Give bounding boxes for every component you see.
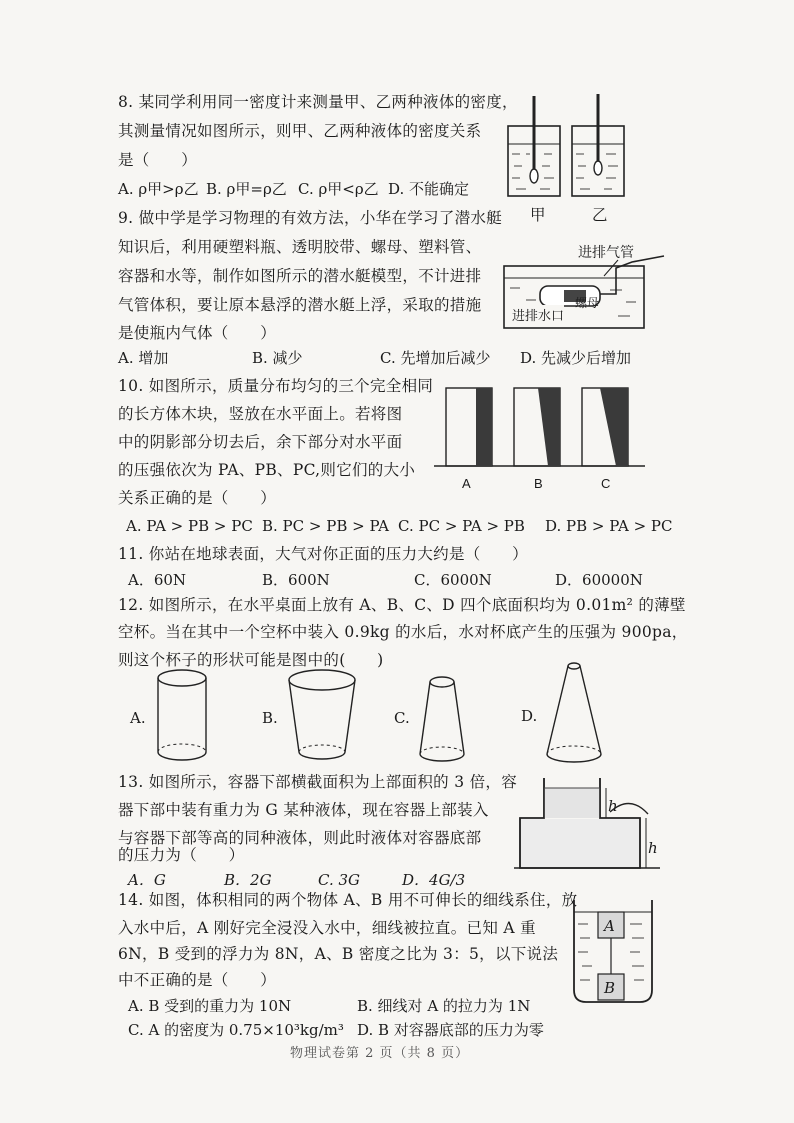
q11-option-b: B．600N bbox=[262, 571, 330, 589]
object-label-b: B bbox=[604, 979, 616, 997]
cup-d-flask bbox=[542, 658, 606, 768]
page-footer: 物理试卷第 2 页（共 8 页） bbox=[290, 1046, 470, 1061]
q8-option-b: B. ρ甲=ρ乙 bbox=[206, 180, 287, 198]
fig-label-yi: 乙 bbox=[592, 206, 608, 224]
q10-line-5: 关系正确的是（ ） bbox=[118, 489, 277, 507]
q9-option-b: B. 减少 bbox=[252, 349, 303, 367]
q9-option-c: C. 先增加后减少 bbox=[380, 349, 491, 367]
block-label-b: B bbox=[534, 476, 543, 491]
q14-option-c: C. A 的密度为 0.75×10³kg/m³ bbox=[128, 1021, 344, 1039]
stepped-container-figure bbox=[512, 774, 662, 874]
wood-blocks-figure bbox=[432, 384, 647, 474]
block-label-c: C bbox=[601, 476, 611, 491]
q14-line-1: 14. 如图，体积相同的两个物体 A、B 用不可伸长的细线系住，放 bbox=[118, 891, 578, 909]
cup-label-c: C. bbox=[394, 709, 410, 727]
q11-option-d: D．60000N bbox=[555, 571, 643, 589]
q10-line-2: 的长方体木块，竖放在水平面上。若将图 bbox=[118, 405, 403, 423]
block-label-a: A bbox=[462, 476, 471, 491]
q11-option-c: C．6000N bbox=[414, 571, 492, 589]
q13-option-d: D．4G/3 bbox=[402, 871, 466, 889]
q8-option-d: D. 不能确定 bbox=[388, 180, 470, 198]
q8-line-1: 8. 某同学利用同一密度计来测量甲、乙两种液体的密度， bbox=[118, 93, 518, 111]
q13-option-c: C. 3G bbox=[318, 871, 361, 889]
q14-option-b: B. 细线对 A 的拉力为 1N bbox=[357, 997, 531, 1015]
q10-line-1: 10. 如图所示，质量分布均匀的三个完全相同 bbox=[118, 377, 434, 395]
q11-option-a: A．60N bbox=[128, 571, 187, 589]
cup-a-cylinder bbox=[152, 666, 212, 766]
q13-line-2: 器下部中装有重力为 G 某种液体，现在容器上部装入 bbox=[118, 801, 489, 819]
q9-line-2: 知识后，利用硬塑料瓶、透明胶带、螺母、塑料管、 bbox=[118, 238, 482, 256]
label-inlet-outlet-pipe: 进排气管 bbox=[578, 244, 634, 260]
cup-label-a: A. bbox=[130, 709, 146, 727]
q13-option-a: A．G bbox=[128, 871, 166, 889]
cup-c-narrow-top bbox=[414, 672, 470, 768]
q8-option-a: A. ρ甲>ρ乙 bbox=[118, 180, 199, 198]
q13-line-3: 与容器下部等高的同种液体，则此时液体对容器底部 bbox=[118, 829, 482, 847]
height-label-upper: h bbox=[608, 797, 618, 815]
q8-line-3: 是（ ） bbox=[118, 151, 198, 169]
q10-line-3: 中的阴影部分切去后，余下部分对水平面 bbox=[118, 433, 403, 451]
hydrometer-figure bbox=[500, 90, 640, 230]
q9-line-1: 9. 做中学是学习物理的有效方法，小华在学习了潜水艇 bbox=[118, 209, 503, 227]
q8-line-2: 其测量情况如图所示，则甲、乙两种液体的密度关系 bbox=[118, 122, 482, 140]
q14-line-4: 中不正确的是（ ） bbox=[118, 971, 277, 989]
q14-line-2: 入水中后，A 刚好完全浸没入水中，细线被拉直。已知 A 重 bbox=[118, 919, 536, 937]
cup-label-b: B. bbox=[262, 709, 278, 727]
q9-line-5: 是使瓶内气体（ ） bbox=[118, 324, 277, 342]
q12-line-2: 空杯。当在其中一个空杯中装入 0.9kg 的水后，水对杯底产生的压强为 900pa， bbox=[118, 623, 688, 641]
q8-option-c: C. ρ甲<ρ乙 bbox=[298, 180, 379, 198]
q14-line-3: 6N，B 受到的浮力为 8N，A、B 密度之比为 3：5，以下说法 bbox=[118, 945, 559, 963]
object-label-a: A bbox=[604, 917, 615, 935]
q14-option-d: D. B 对容器底部的压力为零 bbox=[357, 1021, 544, 1039]
q9-line-3: 容器和水等，制作如图所示的潜水艇模型，不计进排 bbox=[118, 267, 482, 285]
q10-option-a: A. PA > PB > PC bbox=[126, 517, 253, 535]
label-nut: 螺母 bbox=[575, 296, 600, 310]
q11-line-1: 11. 你站在地球表面，大气对你正面的压力大约是（ ） bbox=[118, 545, 528, 563]
q9-line-4: 气管体积，要让原本悬浮的潜水艇上浮，采取的措施 bbox=[118, 296, 482, 314]
q14-option-a: A. B 受到的重力为 10N bbox=[128, 997, 292, 1015]
q10-option-b: B. PC > PB > PA bbox=[262, 517, 390, 535]
cup-b-wide-top bbox=[284, 666, 360, 766]
q12-line-1: 12. 如图所示，在水平桌面上放有 A、B、C、D 四个底面积均为 0.01m² 的薄壁 bbox=[118, 596, 686, 614]
q10-line-4: 的压强依次为 PA、PB、PC,则它们的大小 bbox=[118, 461, 416, 479]
fig-label-jia: 甲 bbox=[530, 206, 546, 224]
q9-option-a: A. 增加 bbox=[118, 349, 169, 367]
q13-line-4: 的压力为（ ） bbox=[118, 846, 245, 864]
q10-option-d: D. PB > PA > PC bbox=[545, 517, 673, 535]
q9-option-d: D. 先减少后增加 bbox=[520, 349, 632, 367]
height-label-lower: h bbox=[648, 839, 658, 857]
label-water-port: 进排水口 bbox=[512, 305, 564, 324]
q10-option-c: C. PC > PA > PB bbox=[398, 517, 525, 535]
q13-option-b: B．2G bbox=[224, 871, 272, 889]
cup-label-d: D. bbox=[521, 707, 538, 725]
q13-line-1: 13. 如图所示，容器下部横截面积为上部面积的 3 倍，容 bbox=[118, 773, 517, 791]
q12-line-3: 则这个杯子的形状可能是图中的( ) bbox=[118, 651, 384, 669]
